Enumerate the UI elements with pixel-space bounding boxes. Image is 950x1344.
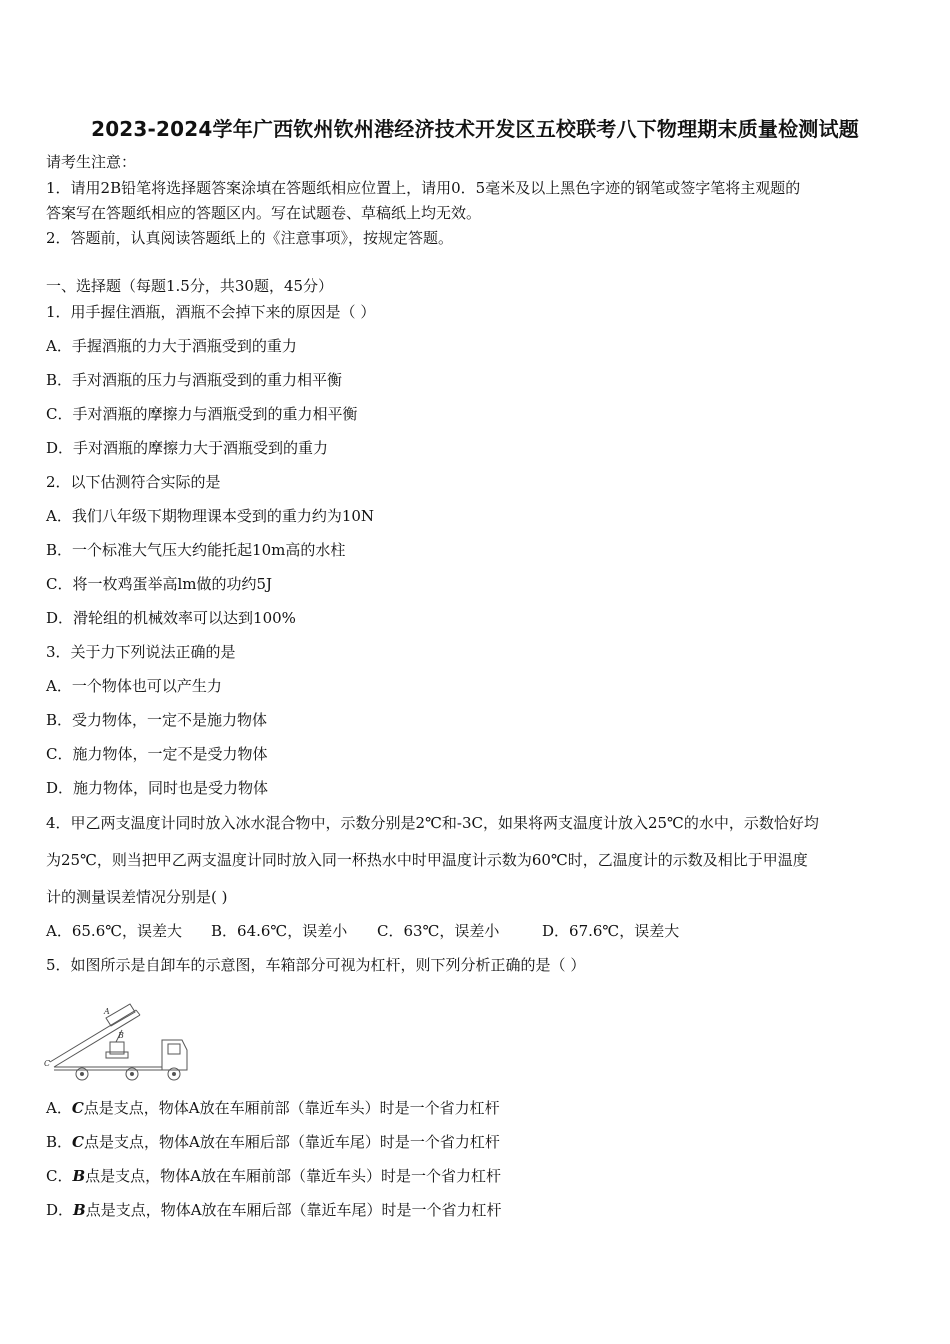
notice-item-1-line-2: 答案写在答题纸相应的答题区内。写在试题卷、草稿纸上均无效。 [46, 204, 482, 222]
figure-label-c: C [44, 1059, 51, 1068]
question-5-option-b [46, 1133, 500, 1151]
question-4-stem-line-3: 计的测量误差情况分别是( ) [46, 888, 228, 906]
option-letter: B． [46, 1133, 73, 1151]
question-1-option-d: D．手对酒瓶的摩擦力大于酒瓶受到的重力 [46, 439, 329, 457]
question-2-option-d: D．滑轮组的机械效率可以达到100% [46, 609, 296, 627]
dump-truck-figure [44, 990, 194, 1082]
question-2-option-c: C．将一枚鸡蛋举高lm做的功约5J [46, 575, 273, 593]
option-text: 点是支点，物体A放在车厢前部（靠近车头）时是一个省力杠杆 [83, 1099, 500, 1117]
option-text: 点是支点，物体A放在车厢前部（靠近车头）时是一个省力杠杆 [85, 1167, 502, 1185]
question-1-option-c: C．手对酒瓶的摩擦力与酒瓶受到的重力相平衡 [46, 405, 358, 423]
section-heading: 一、选择题（每题1.5分，共30题，45分） [46, 277, 334, 295]
question-2-option-b: B．一个标准大气压大约能托起10m高的水柱 [46, 541, 346, 559]
option-letter: D． [46, 1201, 74, 1219]
question-4-option-d: D．67.6℃，误差大 [542, 922, 680, 940]
question-3-option-a: A．一个物体也可以产生力 [46, 677, 222, 695]
question-4-option-c: C．63℃，误差小 [377, 922, 500, 940]
notice-item-2: 2．答题前，认真阅读答题纸上的《注意事项》，按规定答题。 [46, 229, 454, 247]
figure-label-a: A [104, 1007, 110, 1016]
option-letter: C． [46, 1167, 73, 1185]
fulcrum-point: B [73, 1201, 86, 1219]
fulcrum-point: B [72, 1167, 86, 1185]
question-3-option-d: D．施力物体，同时也是受力物体 [46, 779, 269, 797]
fulcrum-point: C [71, 1099, 84, 1117]
question-1-option-a: A．手握酒瓶的力大于酒瓶受到的重力 [46, 337, 297, 355]
question-3-option-c: C．施力物体，一定不是受力物体 [46, 745, 268, 763]
option-text: 点是支点，物体A放在车厢后部（靠近车尾）时是一个省力杠杆 [83, 1133, 500, 1151]
fulcrum-point: C [72, 1133, 84, 1151]
question-4-stem-line-2: 为25℃，则当把甲乙两支温度计同时放入同一杯热水中时甲温度计示数为60℃时，乙温度计的示数及相比于甲温度 [46, 851, 808, 869]
question-1-option-b: B．手对酒瓶的压力与酒瓶受到的重力相平衡 [46, 371, 343, 389]
question-4-option-b: B．64.6℃，误差小 [211, 922, 348, 940]
question-5-option-d [46, 1201, 502, 1219]
notice-heading: 请考生注意： [46, 153, 137, 171]
option-text: 点是支点，物体A放在车厢后部（靠近车尾）时是一个省力杠杆 [85, 1201, 502, 1219]
page-title: 2023-2024学年广西钦州钦州港经济技术开发区五校联考八下物理期末质量检测试题 [91, 117, 859, 141]
question-4-option-a: A．65.6℃，误差大 [46, 922, 183, 940]
question-3-stem: 3．关于力下列说法正确的是 [46, 643, 236, 661]
question-4-stem-line-1: 4．甲乙两支温度计同时放入冰水混合物中，示数分别是2℃和-3C，如果将两支温度计放入25℃的水中，示数恰好均 [46, 814, 819, 832]
question-1-stem: 1．用手握住酒瓶，酒瓶不会掉下来的原因是（ ） [46, 303, 376, 321]
figure-label-b: B [118, 1031, 124, 1040]
question-5-stem: 5．如图所示是自卸车的示意图，车箱部分可视为杠杆，则下列分析正确的是（ ） [46, 956, 586, 974]
question-3-option-b: B．受力物体，一定不是施力物体 [46, 711, 268, 729]
question-2-option-a: A．我们八年级下期物理课本受到的重力约为10N [46, 507, 375, 525]
notice-item-1-line-1: 1．请用2B铅笔将选择题答案涂填在答题纸相应位置上，请用0．5毫米及以上黑色字迹的钢笔或签字笔将主观题的 [46, 179, 801, 197]
option-letter: A． [46, 1099, 72, 1117]
question-5-option-c [46, 1167, 501, 1185]
question-5-option-a [46, 1099, 500, 1117]
question-2-stem: 2．以下估测符合实际的是 [46, 473, 221, 491]
